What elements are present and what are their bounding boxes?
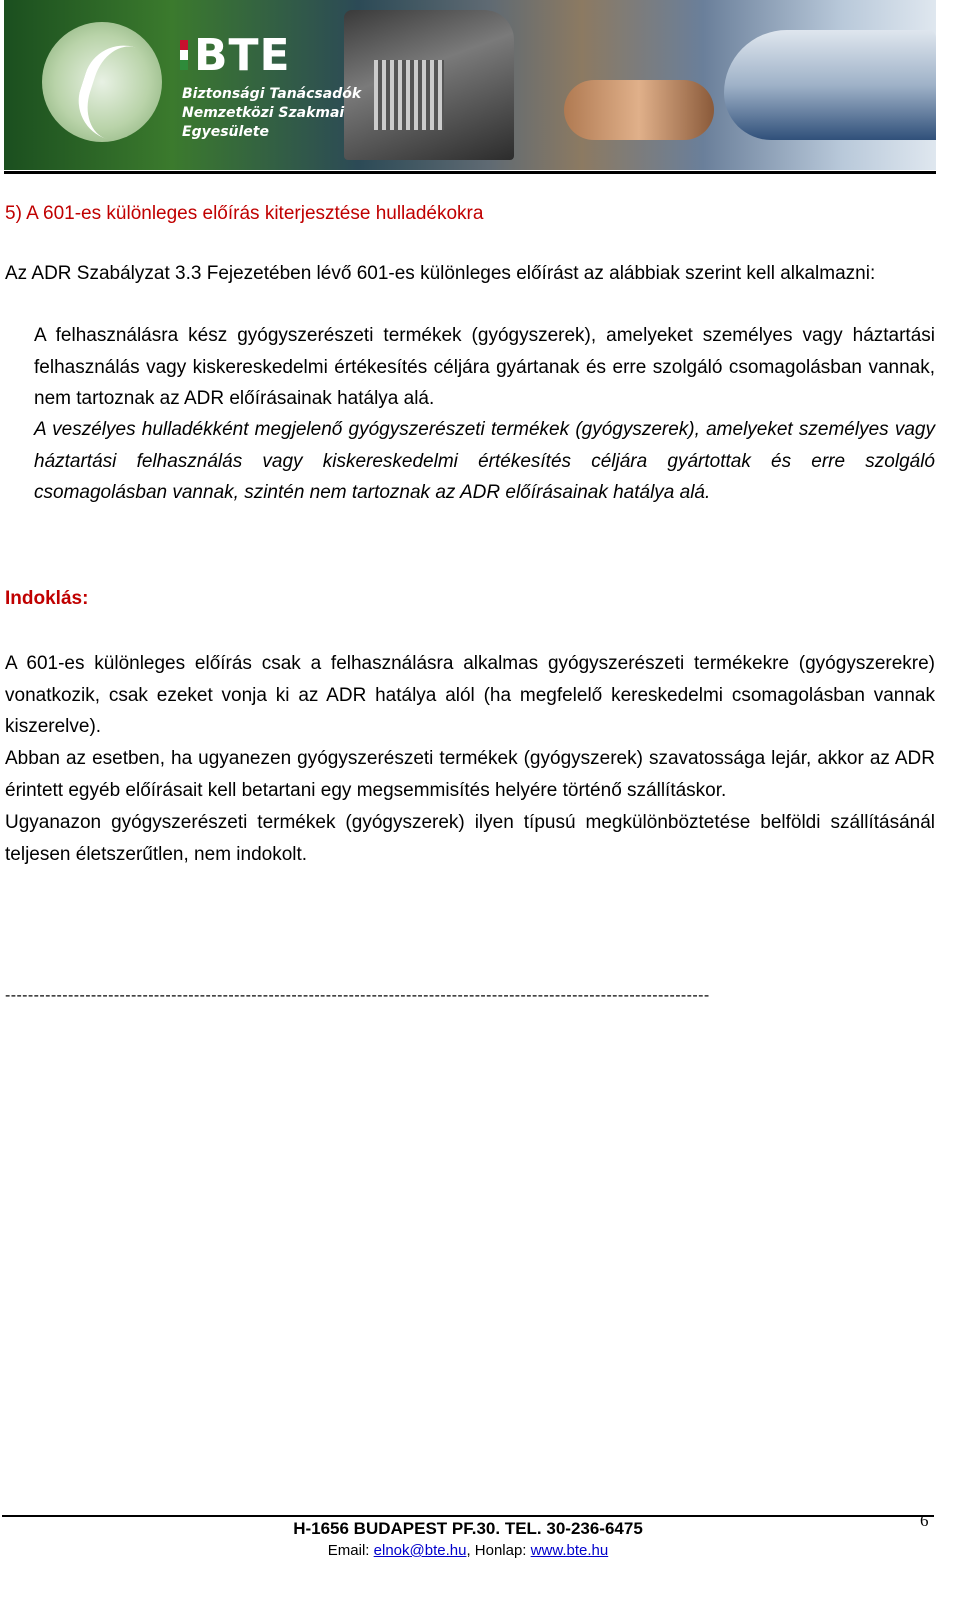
- proposal-italic-paragraph: A veszélyes hulladékként megjelenő gyógyszerészeti termékek (gyógyszerek), amelyeket személyes vagy háztartási felhasználás vagy kiskereskedelmi értékesítés céljára gyártottak és erre szolgáló csomagolásban vannak, szintén nem tartoznak az ADR előírásainak hatálya alá.: [34, 419, 935, 503]
- train-image: [724, 30, 936, 140]
- justification-paragraph-2: Abban az esetben, ha ugyanezen gyógyszerészeti termékek (gyógyszerek) szavatossága lejár, akkor az ADR érintett egyéb előírásait kell betartani egy megsemmisítés helyére történő szállításkor.: [5, 748, 935, 801]
- web-label: , Honlap:: [466, 1542, 531, 1559]
- tagline-line-3: Egyesülete: [182, 124, 269, 140]
- header-rule: [4, 171, 936, 174]
- footer-contact: [0, 1542, 936, 1559]
- hungarian-flag-icon: [180, 40, 188, 70]
- proposal-paragraph: A felhasználásra kész gyógyszerészeti termékek (gyógyszerek), amelyeket személyes vagy háztartási felhasználás vagy kiskereskedelmi értékesítés céljára gyártanak és erre szolgáló csomagolásban vannak, nem tartoznak az ADR előírásainak hatálya alá.: [34, 325, 935, 409]
- footer-address: H-1656 BUDAPEST PF.30. TEL. 30-236-6475: [293, 1519, 643, 1538]
- dashed-separator: ---------------------------------------------------------------------------------------------------------------------------: [5, 987, 710, 1004]
- justification-paragraph-3: Ugyanazon gyógyszerészeti termékek (gyógyszerek) ilyen típusú megkülönböztetése belföldi szállításánál teljesen életszerűtlen, nem indokolt.: [5, 812, 935, 865]
- truck-grille: [374, 60, 444, 130]
- tagline-line-2: Nemzetközi Szakmai: [182, 105, 345, 121]
- footer-rule: [2, 1515, 934, 1517]
- tagline-line-1: Biztonsági Tanácsadók: [182, 86, 362, 102]
- intro-text: Az ADR Szabályzat 3.3 Fejezetében lévő 601-es különleges előírást az alábbiak szerint kell alkalmazni:: [5, 263, 876, 284]
- section-heading: 5) A 601-es különleges előírás kiterjesztése hulladékokra: [5, 203, 484, 224]
- email-label: Email:: [327, 1542, 374, 1559]
- website-link[interactable]: www.bte.hu: [530, 1542, 609, 1559]
- justification-heading: Indoklás:: [5, 588, 89, 609]
- page-number: 6: [920, 1511, 929, 1530]
- bte-logo-text: BTE: [194, 30, 291, 81]
- email-link[interactable]: elnok@bte.hu: [373, 1542, 467, 1559]
- justification-paragraph-1: A 601-es különleges előírás csak a felhasználásra alkalmas gyógyszerészeti termékekre (gyógyszerekre) vonatkozik, csak ezeket vonja ki az ADR hatálya alól (ha megfelelő kereskedelmi csomagolásban vannak kiszerelve).: [5, 653, 935, 737]
- handshake-image: [564, 80, 714, 140]
- header-banner: [4, 0, 936, 170]
